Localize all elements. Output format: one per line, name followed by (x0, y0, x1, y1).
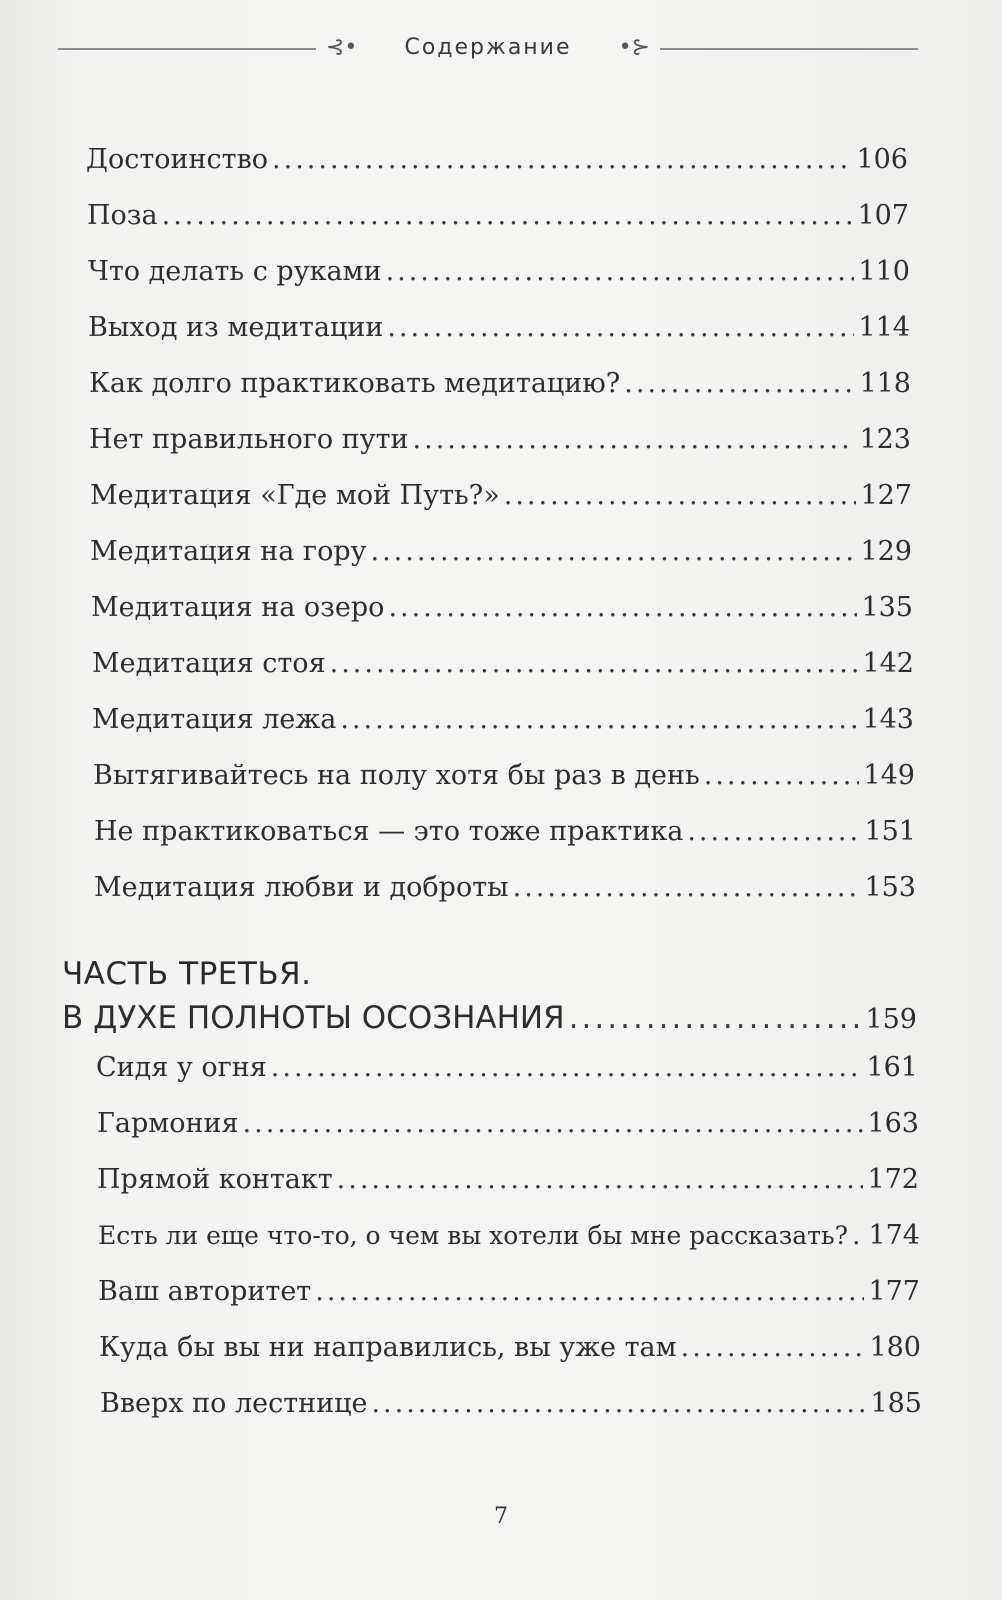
toc-entry-page: 106 (856, 144, 908, 175)
toc-entry-page: 149 (863, 760, 915, 791)
toc-entry-page: 123 (859, 424, 911, 455)
header-rule-right (660, 48, 918, 50)
toc-entry-page: 143 (862, 704, 914, 735)
toc-entry[interactable] (99, 1328, 921, 1368)
toc-entry[interactable] (92, 700, 914, 740)
toc-entry-page: 180 (869, 1332, 921, 1363)
page-number: 7 (494, 1504, 508, 1529)
toc-entry[interactable] (89, 420, 911, 460)
dot-leader (315, 1272, 864, 1312)
part-heading-entry[interactable] (62, 996, 917, 1040)
part-label: ЧАСТЬ ТРЕТЬЯ. (62, 956, 312, 992)
dot-leader (504, 476, 857, 516)
dot-leader (330, 644, 859, 684)
toc-entry-title: Как долго практиковать медитацию? (89, 368, 621, 399)
toc-entry[interactable] (98, 1216, 920, 1256)
toc-entry[interactable] (87, 196, 909, 236)
toc-entry-title: Нет правильного пути (89, 424, 409, 455)
toc-entry-page: 153 (864, 872, 916, 903)
toc-entry-page: 118 (859, 368, 911, 399)
toc-entry-page: 142 (862, 648, 914, 679)
toc-entry-title: Вверх по лестнице (100, 1388, 368, 1419)
dot-leader (371, 532, 857, 572)
dot-leader (624, 364, 855, 404)
toc-entry[interactable] (97, 1160, 919, 1200)
toc-entry[interactable] (98, 1272, 920, 1312)
dot-leader (687, 812, 860, 852)
toc-entry-page: 107 (857, 200, 909, 231)
toc-entry-title: Что делать с руками (88, 256, 382, 287)
dot-leader (386, 252, 855, 292)
toc-entry[interactable] (94, 812, 916, 852)
dot-leader (271, 1048, 863, 1088)
toc-entry-page: 127 (860, 480, 912, 511)
toc-entry-page: 110 (858, 256, 910, 287)
dot-leader (704, 756, 860, 796)
toc-entry-title: Медитация на гору (90, 536, 367, 567)
dot-leader (388, 588, 857, 628)
toc-entry[interactable] (93, 756, 915, 796)
toc-entry[interactable] (97, 1104, 919, 1144)
toc-entry-page: 177 (868, 1276, 920, 1307)
dot-leader (852, 1216, 864, 1256)
dot-leader (413, 420, 856, 460)
toc-entry-title: Медитация любви и доброты (94, 872, 509, 903)
part-title: В ДУХЕ ПОЛНОТЫ ОСОЗНАНИЯ (62, 1000, 565, 1036)
dot-leader (337, 1160, 864, 1200)
toc-entry-title: Куда бы вы ни направились, вы уже там (99, 1332, 677, 1363)
toc-entry[interactable] (94, 868, 916, 908)
toc-entry-title: Медитация «Где мой Путь?» (90, 480, 500, 511)
dot-leader (681, 1328, 866, 1368)
toc-entry-title: Прямой контакт (97, 1164, 333, 1195)
dot-leader (340, 700, 858, 740)
dot-leader (272, 140, 852, 180)
toc-entry-title: Не практиковаться — это тоже практика (94, 816, 684, 847)
toc-entry[interactable] (100, 1384, 922, 1424)
toc-entry[interactable] (96, 1048, 918, 1088)
toc-entry-page: 174 (868, 1220, 920, 1251)
toc-entry[interactable] (90, 532, 912, 572)
running-header (58, 26, 918, 70)
toc-entry[interactable] (91, 588, 913, 628)
toc-entry[interactable] (88, 308, 910, 348)
toc-entry-title: Вытягивайтесь на полу хотя бы раз в день (93, 760, 700, 791)
dot-leader (569, 996, 862, 1040)
toc-entry[interactable] (92, 644, 914, 684)
toc-entry-page: 129 (860, 536, 912, 567)
dot-leader (387, 308, 854, 348)
toc-entry[interactable] (89, 364, 911, 404)
header-ornament-right-icon: •⊱ (618, 35, 650, 60)
toc-entry-page: 151 (864, 816, 916, 847)
toc-entry-title: Ваш авторитет (98, 1276, 312, 1307)
toc-entry-page: 163 (867, 1108, 919, 1139)
toc-entry-title: Сидя у огня (96, 1052, 267, 1083)
toc-entry-title: Медитация лежа (92, 704, 337, 735)
dot-leader (371, 1384, 866, 1424)
toc-entry-title: Есть ли еще что-то, о чем вы хотели бы мне рассказать? (98, 1221, 849, 1250)
toc-entry[interactable] (90, 476, 912, 516)
toc-entry-page: 114 (858, 312, 910, 343)
dot-leader (162, 196, 854, 236)
toc-entry[interactable] (88, 252, 910, 292)
dot-leader (243, 1104, 864, 1144)
toc-entry-page: 172 (867, 1164, 919, 1195)
toc-entry-title: Поза (87, 200, 158, 231)
toc-entry-title: Медитация стоя (92, 648, 326, 679)
toc-entry-title: Достоинство (86, 144, 269, 175)
toc-entry-page: 185 (870, 1388, 922, 1419)
toc-entry[interactable] (86, 140, 908, 180)
part-page: 159 (865, 1004, 917, 1035)
dot-leader (513, 868, 861, 908)
toc-entry-page: 135 (861, 592, 913, 623)
toc-entry-title: Выход из медитации (88, 312, 384, 343)
toc-entry-title: Медитация на озеро (91, 592, 385, 623)
header-ornament-left-icon: ⊰• (326, 35, 358, 60)
toc-entry-page: 161 (866, 1052, 918, 1083)
header-title: Содержание (404, 35, 572, 60)
toc-entry-title: Гармония (97, 1108, 239, 1139)
